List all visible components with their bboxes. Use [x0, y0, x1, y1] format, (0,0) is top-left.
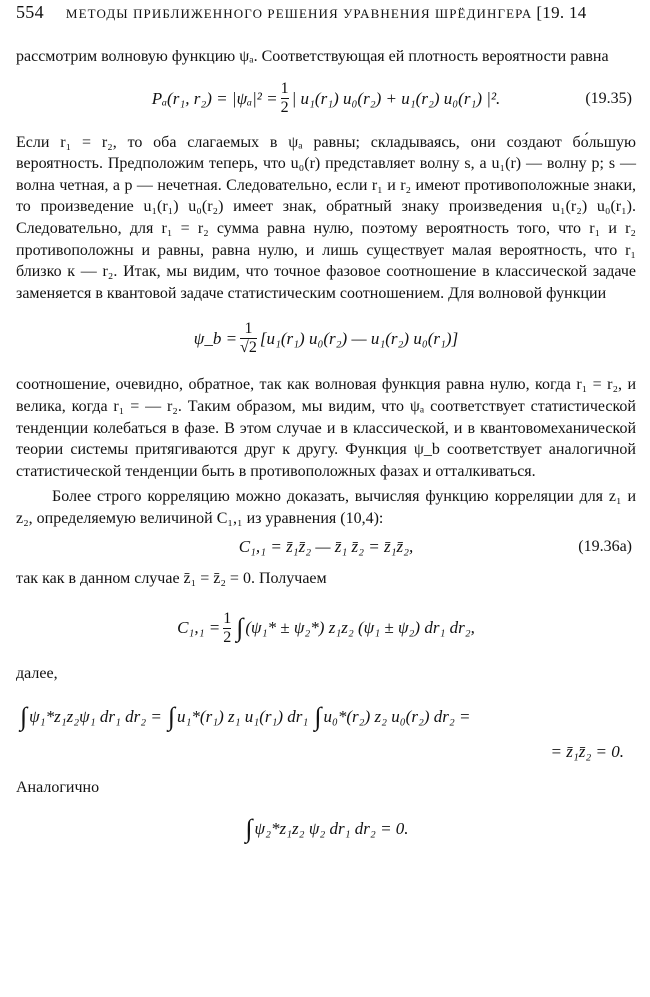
- equation-correlation-integral: [16, 599, 636, 657]
- running-title: МЕТОДЫ ПРИБЛИЖЕННОГО РЕШЕНИЯ УРАВНЕНИЯ ШРЁДИНГЕРА: [65, 6, 533, 21]
- equation-rhs: (ψ₁* ± ψ₂*) z₁z₂ (ψ₁ ± ψ₂) dr₁ dr₂,: [245, 618, 475, 638]
- equation-rhs: | u₁(r₁) u₀(r₂) + u₁(r₂) u₀(r₁) |².: [291, 88, 501, 108]
- equation-lhs: Pₐ(r₁, r₂) = |ψₐ|² =: [151, 88, 278, 108]
- paragraph-5: так как в данном случае z̄₁ = z̄₂ = 0. Получаем: [16, 569, 327, 587]
- equation-19-36a: [16, 530, 636, 564]
- equation-expectation-product: [16, 693, 636, 741]
- paragraph-1: рассмотрим волновую функцию ψₐ. Соответствующая ей плотность вероятности равна: [16, 48, 609, 65]
- fraction-numerator: 1: [223, 609, 232, 627]
- equation-part-b: u₁*(r₁) z₁ u₁(r₁) dr₁: [177, 706, 309, 726]
- equation-lhs: ψ_b =: [193, 328, 238, 348]
- integral-sign: ∫: [245, 814, 253, 844]
- paragraph-7: Аналогично: [16, 778, 100, 796]
- section-reference: [19. 14: [536, 3, 587, 22]
- equation-part-d: = z̄₁z̄₂ = 0.: [550, 741, 624, 761]
- page-number: 554: [16, 2, 44, 22]
- paragraph-4: Более строго корреляцию можно доказать, вычисляя функцию корреляции для z₁ и z₂, определяемую величиной C₁,₁ из уравнения (10,4):: [16, 488, 636, 527]
- integral-sign: ∫: [20, 701, 28, 731]
- paragraph-6: далее,: [16, 665, 58, 683]
- equation-number: (19.35): [585, 89, 632, 107]
- fraction-denominator: √2: [240, 338, 257, 356]
- paragraph-2: Если r₁ = r₂, то оба слагаемых в ψₐ равны; складываясь, они создают бо́льшую вероятность. Предположим теперь, что u₀(r) представляет волну s, а u₁(r) — волну p; s — волна четная, а p — нечетная. Следовательно, если r₁ и r₂ имеют противоположные знаки, то произведение u₁(r₁) u₀(r₂) имеет знак, обратный знаку произведения u₁(r₂) u₀(r₁). Следовательно, для r₁ = r₂ сумма равна нулю, поэтому вероятность того, что r₁ и r₂ противоположны и равны, равна нулю, и лишь существует малая вероятность, что r₁ близко к — r₂. Итак, мы видим, что точное фазовое соотношение в классической задаче заменяется в квантовой задаче статистическим соотношением. Для волновой функции: [16, 133, 637, 302]
- equation-body: ψ₂*z₁z₂ ψ₂ dr₁ dr₂ = 0.: [254, 819, 409, 839]
- fraction-numerator: 1: [280, 80, 289, 98]
- equation-part-a: ψ₁*z₁z₂ψ₁ dr₁ dr₂ =: [29, 706, 162, 726]
- equation-body: C₁,₁ = z̄₁z̄₂ — z̄₁ z̄₂ = z̄₁z̄₂,: [238, 536, 414, 556]
- equation-number: (19.36а): [578, 537, 632, 555]
- integral-sign: ∫: [314, 701, 322, 731]
- paragraph-3: соотношение, очевидно, обратное, так как волновая функция равна нулю, когда r₁ = r₂, и велика, когда r₁ = — r₂. Таким образом, мы видим, что ψₐ соответствует статистической тенденции колебаться в фазе. В этом случае и в классической, и в квантовомеханической теории системы притягиваются друг к другу. Функция ψ_b соответствует аналогичной статистической тенденции быть в противоположных фазах и отталкиваться.: [16, 376, 636, 480]
- integral-sign: ∫: [236, 613, 244, 643]
- fraction-denominator: 2: [280, 99, 289, 117]
- page-header: [16, 2, 636, 32]
- equation-lhs: C₁,₁ =: [177, 618, 221, 638]
- equation-analogous-integral: [16, 806, 636, 852]
- equation-psi-b: [16, 310, 636, 366]
- integral-sign: ∫: [167, 701, 176, 731]
- equation-19-35: [16, 74, 636, 124]
- equation-part-c: u₀*(r₂) z₂ u₀(r₂) dr₂ =: [323, 706, 471, 726]
- equation-rhs: [u₁(r₁) u₀(r₂) — u₁(r₂) u₀(r₁)]: [259, 328, 459, 348]
- fraction-half: [223, 610, 231, 647]
- fraction-denominator: 2: [223, 628, 232, 646]
- equation-expectation-result: [16, 741, 636, 765]
- fraction-half: [281, 80, 289, 117]
- fraction-one-over-sqrt2: [240, 320, 257, 357]
- fraction-numerator: 1: [244, 319, 253, 337]
